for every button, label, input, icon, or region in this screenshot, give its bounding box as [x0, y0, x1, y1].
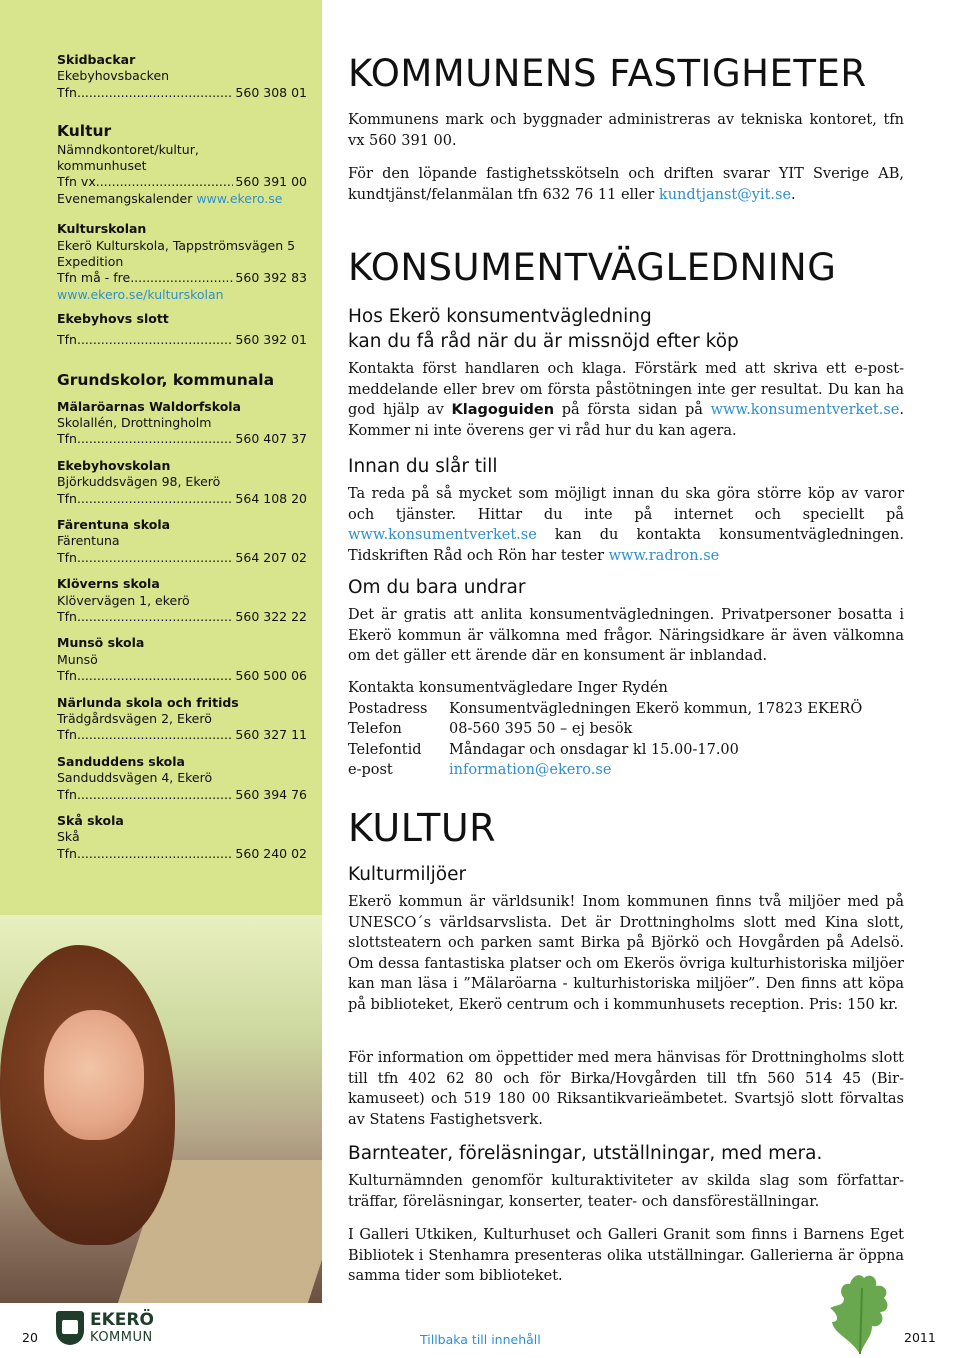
heading-kulturmiljoer: Kulturmiljöer — [348, 864, 467, 885]
skidbackar-phone: Tfn ..... 560 308 01 — [57, 85, 307, 101]
heading-fastigheter: KOMMUNENS FASTIGHETER — [348, 52, 867, 95]
sidebar — [0, 0, 322, 1303]
heading-innan-du-slar-till: Innan du slår till — [348, 456, 498, 477]
contact-row: e-post information@ekero.se — [348, 760, 908, 781]
school-item: Färentuna skola Färentuna Tfn ..... 564 207 02 — [57, 517, 307, 566]
school-list — [57, 399, 307, 863]
year: 2011 — [904, 1330, 936, 1345]
yit-email-link[interactable]: kundtjanst@yit.se — [658, 186, 792, 203]
klagoguiden-text: Klagoguiden — [451, 402, 555, 418]
contact-row: Telefontid Måndagar och onsdagar kl 15.00-17.00 — [348, 741, 739, 758]
section-title-kultur: Kultur — [57, 122, 112, 141]
school-item: Mälaröarnas Waldorfskola Skolallén, Drottningholm Tfn ..... 560 407 37 — [57, 399, 307, 448]
heading-om-du-bara-undrar: Om du bara undrar — [348, 577, 526, 598]
konsument-paragraph-3: Det är gratis att anlita konsumentvägledningen. Privatpersoner bosatta i Ekerö kommun är välkomna med frågor. Näringsidkare är även välkomna om det gäller ett ärende där en konsument är inblandad. — [348, 607, 904, 664]
konsumentverket-link-2[interactable]: www.konsumentverket.se — [348, 527, 537, 543]
contact-block — [348, 678, 908, 781]
school-item: Närlunda skola och fritids Trädgårdsvägen 2, Ekerö Tfn ..... 560 327 11 — [57, 695, 307, 744]
konsumentverket-link[interactable]: www.konsumentverket.se — [710, 402, 900, 418]
heading-kultur: KULTUR — [348, 806, 497, 850]
school-item: Ekebyhovskolan Björkuddsvägen 98, Ekerö Tfn ..... 564 108 20 — [57, 458, 307, 507]
school-item: Skå skola Skå Tfn ..... 560 240 02 — [57, 813, 307, 862]
kultur-paragraph-1: Ekerö kommun är världsunik! Inom kommunen finns två miljöer med på UNESCO´s världsarvslista. Det är Drottningholms slott med Kina slott, slottsteatern och parken samt Birka på Björkö och Hovgården på Adelsö. Om dessa fantastiska platser och om Ekerös övriga kulturhistoriska miljöer kan man läsa i ”Mälaröarna - kulturhistoriska miljöer”. Den finns att köpa på biblioteket, Ekerö centrum och i kommunhusets reception. Pris: 150 kr. — [348, 894, 904, 1013]
back-to-contents-link[interactable]: Tillbaka till innehåll — [420, 1332, 541, 1347]
page-number: 20 — [22, 1330, 38, 1345]
ekero-kommun-logo: EKERÖ KOMMUN — [56, 1308, 156, 1350]
school-item: Sanduddens skola Sanduddsvägen 4, Ekerö Tfn ..... 560 394 76 — [57, 754, 307, 803]
fastigheter-paragraph-2: För den löpande fastighetsskötseln och driften svarar YIT Sverige AB, kundtjänst/felanmälan tfn 632 76 11 eller kundtjanst@yit.se. — [348, 166, 904, 203]
radron-link[interactable]: www.radron.se — [608, 547, 720, 564]
konsument-subtitle-2: kan du få råd när du är missnöjd efter köp — [348, 331, 739, 352]
kultur-evenemang: Evenemangskalender www.ekero.se — [57, 190, 283, 206]
heading-barnteater: Barnteater, föreläsningar, utställningar, med mera. — [348, 1143, 823, 1164]
photo-woman-smiling — [0, 915, 322, 1303]
contact-row: Postadress Konsumentvägledningen Ekerö kommun, 17823 EKERÖ — [348, 700, 863, 717]
kultur-line1: Nämndkontoret/kultur, — [57, 141, 199, 157]
konsument-paragraph-1: Kontakta först handlaren och klaga. Förstärk med att skriva ett e-postmeddelande eller brev om första påstötningen inte ger resultat. Du kan ha god hjälp av Klagoguiden på första sidan på www.konsumentverket.se. Kommer ni inte överens ger vi råd hur du kan agera. — [348, 361, 904, 439]
kultur-line2: kommunhuset — [57, 158, 147, 174]
kultur-paragraph-4: I Galleri Utkiken, Kulturhuset och Galleri Granit som finns i Barnens Eget Bibliotek i Stenhamra presenteras olika utställningar. Gallerierna är öppna samma tider som biblioteket. — [348, 1227, 904, 1284]
heading-konsumentvagledning: KONSUMENTVÄGLEDNING — [348, 246, 837, 289]
contact-intro: Kontakta konsumentvägledare Inger Rydén — [348, 680, 668, 696]
kulturskolan-phone: Tfn må - fre ..... 560 392 83 — [57, 270, 307, 286]
section-title-kulturskolan: Kulturskolan — [57, 221, 147, 237]
kultur-phone: Tfn vx ..... 560 391 00 — [57, 174, 307, 190]
fastigheter-paragraph-1: Kommunens mark och byggnader administreras av tekniska kontoret, tfn vx 560 391 00. — [348, 112, 904, 149]
section-title-grundskolor: Grundskolor, kommunala — [57, 371, 275, 390]
ekebyhovs-slott-phone: Tfn ..... 560 392 01 — [57, 332, 307, 348]
kulturskolan-expedition: Expedition — [57, 254, 124, 270]
konsument-subtitle-1: Hos Ekerö konsumentvägledning — [348, 306, 652, 327]
kulturskolan-link[interactable]: www.ekero.se/kulturskolan — [57, 286, 224, 302]
contact-directory — [57, 52, 307, 862]
konsument-paragraph-2: Ta reda på så mycket som möjligt innan du ska göra större köp av varor och tjänster. Hittar du inte på internet och speciellt på www.konsumentverket.se kan du kontakta konsumentvägledningen. Tidskriften Råd och Rön har tester www.radron.se — [348, 486, 904, 564]
section-title-ekebyhovs-slott: Ekebyhovs slott — [57, 311, 169, 327]
school-item: Klöverns skola Klövervägen 1, ekerö Tfn ..... 560 322 22 — [57, 576, 307, 625]
oak-leaf-icon — [820, 1268, 900, 1358]
section-title-skidbackar: Skidbackar — [57, 52, 136, 67]
skidbackar-place: Ekebyhovsbacken — [57, 68, 170, 84]
kulturskolan-address: Ekerö Kulturskola, Tappströmsvägen 5 — [57, 237, 296, 253]
evenemang-link[interactable]: www.ekero.se — [196, 190, 283, 206]
contact-row: Telefon 08-560 395 50 – ej besök — [348, 721, 633, 737]
kultur-paragraph-3: Kulturnämnden genomför kulturaktiviteter av skilda slag som författarträffar, föreläsningar, konserter, teater- och dansföreställningar. — [348, 1173, 904, 1210]
kultur-paragraph-2: För information om öppettider med mera hänvisas för Drottningholms slott till tfn 402 62 80 och för Birka/Hovgården till tfn 560 514 45 (Birkamuseet) och 519 180 00 Riksantikvarieämbetet. Svartsjö slott förvaltas av Statens Fastighetsverk. — [348, 1050, 904, 1128]
school-item: Munsö skola Munsö Tfn ..... 560 500 06 — [57, 635, 307, 684]
coat-of-arms-icon — [56, 1311, 84, 1345]
email-link[interactable]: information@ekero.se — [449, 762, 612, 778]
